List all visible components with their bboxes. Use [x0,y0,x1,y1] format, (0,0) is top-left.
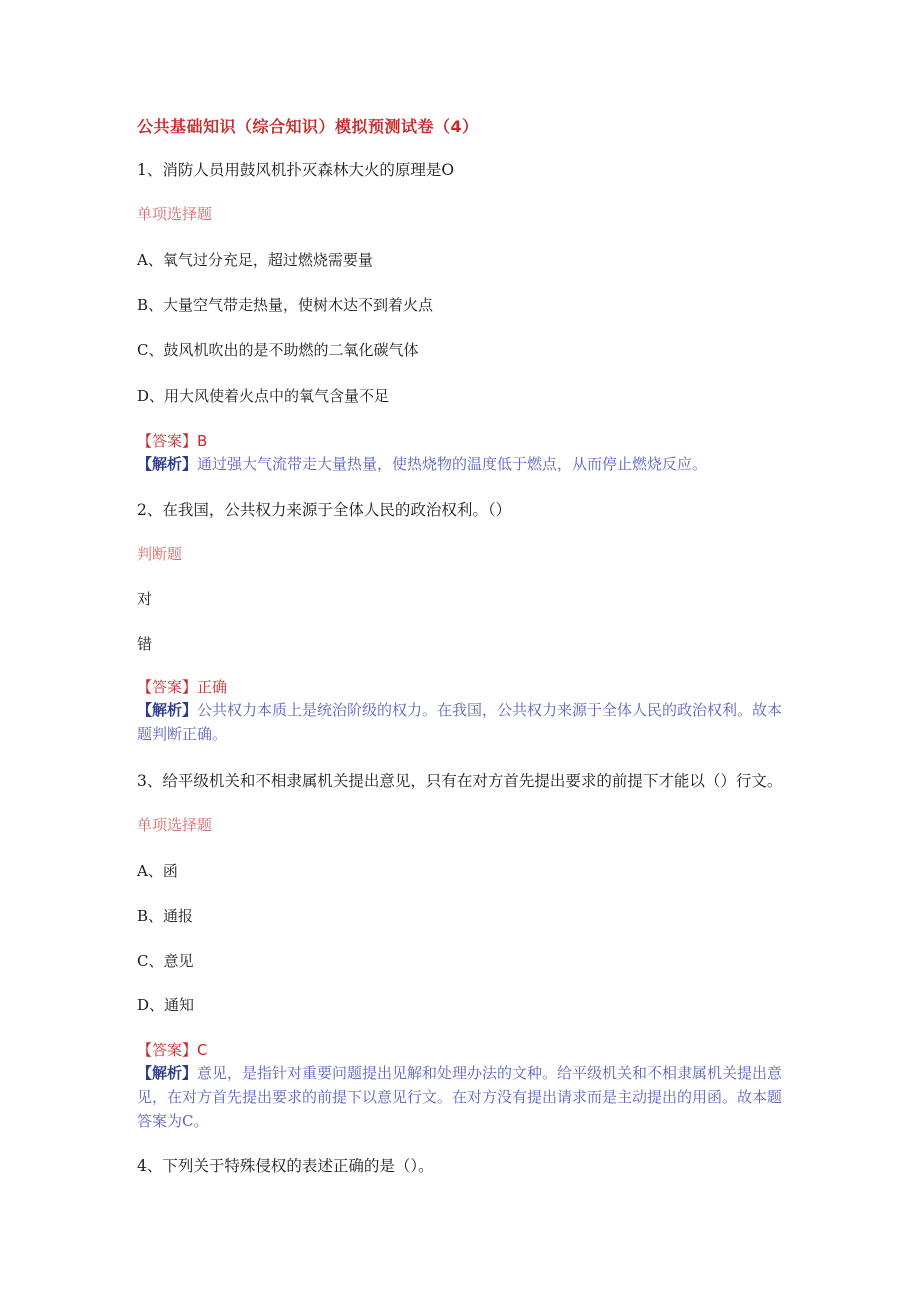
question-2-stem: 2、在我国，公共权力来源于全体人民的政治权利。（） [137,501,512,519]
question-3-answer [137,1039,208,1060]
question-3-analysis [137,1061,787,1133]
question-2-analysis [137,698,787,746]
analysis-text: 通过强大气流带走大量热量，使热烧物的温度低于燃点，从而停止燃烧反应。 [197,455,708,473]
question-2-option-false: 错 [137,635,153,653]
question-1-option-d: D、用大风使着火点中的氧气含量不足 [137,387,390,405]
question-1-option-a: A、氧气过分充足，超过燃烧需要量 [137,251,373,269]
answer-value: C [197,1041,208,1059]
answer-label: 【答案】 [137,678,198,696]
question-3-option-d: D、通知 [137,996,195,1014]
question-3-type: 单项选择题 [137,816,213,834]
analysis-label: 【解析】 [137,455,198,473]
question-1-answer [137,430,207,451]
question-3-option-c: C、意见 [137,952,194,970]
question-1-type: 单项选择题 [137,205,213,223]
answer-value: 正确 [197,678,228,696]
answer-value: B [197,432,208,450]
analysis-text: 意见，是指针对重要问题提出见解和处理办法的文种。给平级机关和不相隶属机关提出意见，在对方首先提出要求的前提下以意见行文。在对方没有提出请求而是主动提出的用函。故本题答案为C。 [137,1064,783,1130]
question-1-stem: 1、消防人员用鼓风机扑灭森林大火的原理是O [137,161,455,179]
answer-label: 【答案】 [137,432,198,450]
answer-label: 【答案】 [137,1041,198,1059]
page-title: 公共基础知识（综合知识）模拟预测试卷（4） [137,117,479,136]
analysis-label: 【解析】 [137,1064,198,1082]
question-3-option-a: A、函 [137,862,178,880]
question-4-stem: 4、下列关于特殊侵权的表述正确的是（）。 [137,1157,434,1175]
analysis-text: 公共权力本质上是统治阶级的权力。在我国，公共权力来源于全体人民的政治权利。故本题判断正确。 [137,701,783,743]
question-1-option-c: C、鼓风机吹出的是不助燃的二氧化碳气体 [137,341,419,359]
question-1-analysis [137,452,787,476]
question-2-option-true: 对 [137,590,153,608]
question-3-stem: 3、给平级机关和不相隶属机关提出意见，只有在对方首先提出要求的前提下才能以（）行文。 [137,772,783,790]
question-2-answer [137,676,227,697]
analysis-label: 【解析】 [137,701,198,719]
question-3-option-b: B、通报 [137,907,194,925]
question-1-option-b: B、大量空气带走热量，使树木达不到着火点 [137,296,434,314]
question-2-type: 判断题 [137,545,183,563]
